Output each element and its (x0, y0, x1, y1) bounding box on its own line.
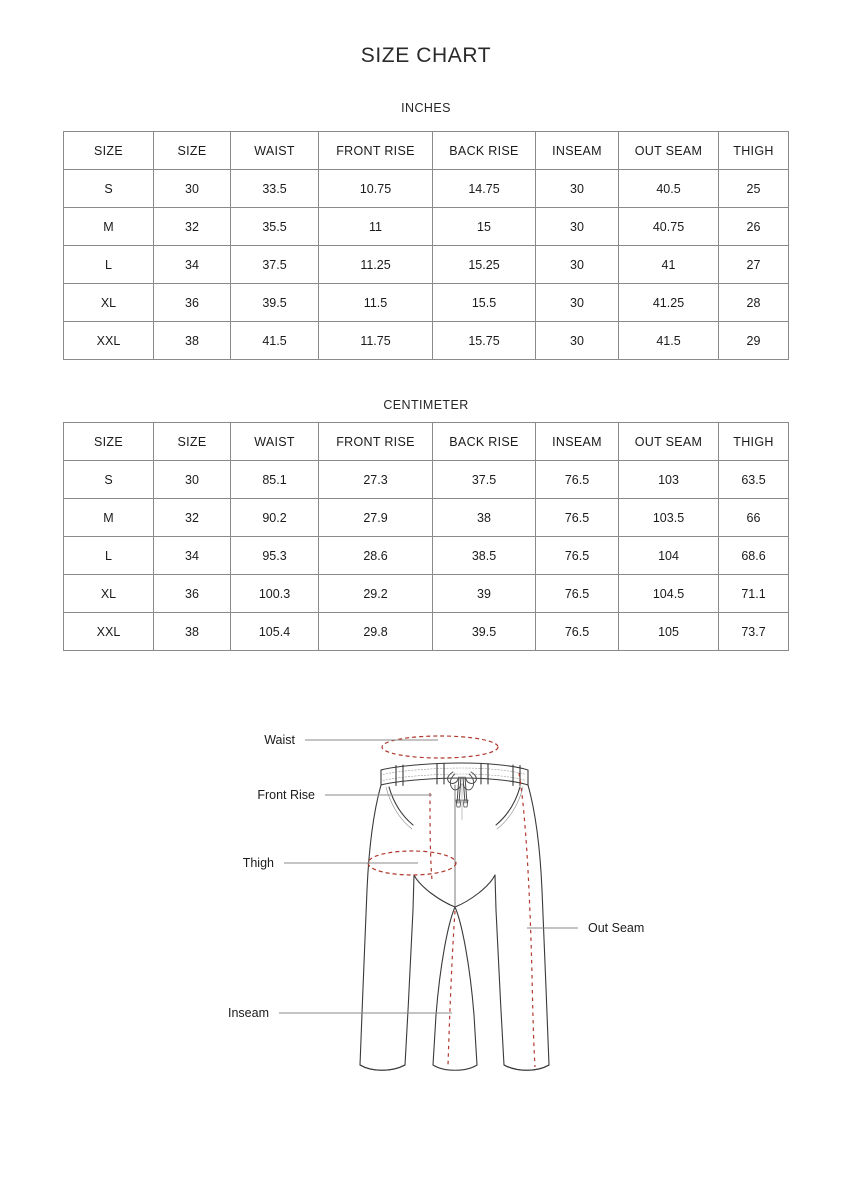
cell-waist: 105.4 (231, 613, 319, 651)
cell-size-number: 30 (154, 461, 231, 499)
column-header-size-number: SIZE (154, 132, 231, 170)
cell-out-seam: 41.25 (619, 284, 719, 322)
waistband-stitch-top (383, 768, 526, 775)
cell-size-number: 32 (154, 208, 231, 246)
measurement-indicators (368, 736, 535, 1067)
cell-size-letter: M (64, 499, 154, 537)
cell-front-rise: 27.9 (319, 499, 433, 537)
cell-front-rise: 11.5 (319, 284, 433, 322)
cell-size-letter: S (64, 461, 154, 499)
cell-inseam: 30 (536, 284, 619, 322)
hem-left (360, 1065, 405, 1070)
cell-waist: 95.3 (231, 537, 319, 575)
size-table-centimeter (63, 422, 789, 651)
column-header-out-seam: OUT SEAM (619, 132, 719, 170)
pocket-stitch-left (386, 787, 412, 829)
table-row (64, 613, 789, 651)
cell-waist: 41.5 (231, 322, 319, 360)
inseam-right-edge (455, 875, 495, 1065)
cell-front-rise: 11.75 (319, 322, 433, 360)
cell-out-seam: 105 (619, 613, 719, 651)
cell-out-seam: 40.75 (619, 208, 719, 246)
cell-front-rise: 28.6 (319, 537, 433, 575)
table-row (64, 537, 789, 575)
cell-size-number: 34 (154, 246, 231, 284)
cell-thigh: 27 (719, 246, 789, 284)
cell-size-letter: L (64, 537, 154, 575)
table-row (64, 575, 789, 613)
cell-waist: 85.1 (231, 461, 319, 499)
cell-out-seam: 103 (619, 461, 719, 499)
cell-back-rise: 15.25 (433, 246, 536, 284)
table-row (64, 170, 789, 208)
column-header-inseam: INSEAM (536, 423, 619, 461)
hem-right (504, 1065, 549, 1070)
cell-waist: 39.5 (231, 284, 319, 322)
cell-back-rise: 15.5 (433, 284, 536, 322)
cell-back-rise: 15.75 (433, 322, 536, 360)
cell-size-letter: XL (64, 284, 154, 322)
belt-loop-center-right (481, 763, 488, 784)
cell-back-rise: 38.5 (433, 537, 536, 575)
table-row (64, 246, 789, 284)
cell-thigh: 68.6 (719, 537, 789, 575)
cell-thigh: 26 (719, 208, 789, 246)
column-header-front-rise: FRONT RISE (319, 423, 433, 461)
cell-inseam: 76.5 (536, 575, 619, 613)
label-waist: Waist (264, 733, 295, 747)
column-header-thigh: THIGH (719, 423, 789, 461)
column-header-out-seam: OUT SEAM (619, 423, 719, 461)
page-title: SIZE CHART (360, 44, 492, 67)
cell-back-rise: 37.5 (433, 461, 536, 499)
pocket-opening-left (389, 787, 413, 825)
cell-size-number: 36 (154, 284, 231, 322)
column-header-front-rise: FRONT RISE (319, 132, 433, 170)
cell-inseam: 76.5 (536, 461, 619, 499)
cell-back-rise: 14.75 (433, 170, 536, 208)
cell-size-letter: XL (64, 575, 154, 613)
cell-size-number: 38 (154, 613, 231, 651)
cell-waist: 37.5 (231, 246, 319, 284)
table-row (64, 499, 789, 537)
cell-front-rise: 11.25 (319, 246, 433, 284)
cell-back-rise: 39 (433, 575, 536, 613)
cell-size-letter: S (64, 170, 154, 208)
cell-size-number: 30 (154, 170, 231, 208)
cell-inseam: 76.5 (536, 613, 619, 651)
cell-out-seam: 104 (619, 537, 719, 575)
cell-size-letter: XXL (64, 322, 154, 360)
cell-front-rise: 27.3 (319, 461, 433, 499)
cell-inseam: 76.5 (536, 499, 619, 537)
cell-size-letter: L (64, 246, 154, 284)
cell-front-rise: 11 (319, 208, 433, 246)
measurement-diagram (0, 715, 852, 1115)
cell-front-rise: 10.75 (319, 170, 433, 208)
cell-waist: 33.5 (231, 170, 319, 208)
label-thigh: Thigh (242, 856, 274, 870)
cell-waist: 100.3 (231, 575, 319, 613)
column-header-back-rise: BACK RISE (433, 423, 536, 461)
cell-thigh: 63.5 (719, 461, 789, 499)
cell-size-letter: M (64, 208, 154, 246)
cell-inseam: 30 (536, 322, 619, 360)
leader-lines (279, 740, 578, 1013)
trousers-illustration (360, 763, 549, 1070)
column-header-back-rise: BACK RISE (433, 132, 536, 170)
column-header-size-letter: SIZE (64, 132, 154, 170)
cell-inseam: 30 (536, 208, 619, 246)
centimeter-section-caption: CENTIMETER (383, 398, 469, 412)
table-row (64, 208, 789, 246)
cell-out-seam: 104.5 (619, 575, 719, 613)
table-row (64, 461, 789, 499)
cell-back-rise: 15 (433, 208, 536, 246)
label-out-seam: Out Seam (588, 921, 645, 935)
cell-front-rise: 29.2 (319, 575, 433, 613)
label-front-rise: Front Rise (257, 788, 315, 802)
cell-thigh: 29 (719, 322, 789, 360)
belt-loop-center-left (437, 763, 444, 784)
column-header-waist: WAIST (231, 132, 319, 170)
waist-measure-ellipse (382, 736, 498, 758)
pocket-opening-right (496, 787, 520, 825)
cell-thigh: 66 (719, 499, 789, 537)
cell-size-number: 38 (154, 322, 231, 360)
column-header-thigh: THIGH (719, 132, 789, 170)
label-inseam: Inseam (228, 1006, 269, 1020)
inseam-left-edge (414, 875, 455, 1065)
column-header-inseam: INSEAM (536, 132, 619, 170)
table-row (64, 284, 789, 322)
cell-waist: 90.2 (231, 499, 319, 537)
column-header-waist: WAIST (231, 423, 319, 461)
cell-front-rise: 29.8 (319, 613, 433, 651)
cell-size-number: 34 (154, 537, 231, 575)
cell-inseam: 30 (536, 170, 619, 208)
left-leg-outline (360, 785, 414, 1070)
cell-thigh: 71.1 (719, 575, 789, 613)
cell-size-number: 32 (154, 499, 231, 537)
cell-out-seam: 103.5 (619, 499, 719, 537)
size-table-inches (63, 131, 789, 360)
cell-waist: 35.5 (231, 208, 319, 246)
cell-inseam: 30 (536, 246, 619, 284)
cell-thigh: 25 (719, 170, 789, 208)
inseam-measure-line (448, 911, 455, 1065)
cell-size-number: 36 (154, 575, 231, 613)
cell-back-rise: 38 (433, 499, 536, 537)
cell-inseam: 76.5 (536, 537, 619, 575)
cell-out-seam: 41 (619, 246, 719, 284)
table-header-row (64, 132, 789, 170)
hem-inner-left (433, 1065, 477, 1070)
column-header-size-letter: SIZE (64, 423, 154, 461)
out-seam-measure-line (519, 773, 535, 1067)
inches-section-caption: INCHES (401, 101, 451, 115)
cell-out-seam: 40.5 (619, 170, 719, 208)
pocket-stitch-right (497, 787, 523, 829)
cell-back-rise: 39.5 (433, 613, 536, 651)
column-header-size-number: SIZE (154, 423, 231, 461)
table-header-row (64, 423, 789, 461)
cell-thigh: 28 (719, 284, 789, 322)
cell-size-letter: XXL (64, 613, 154, 651)
front-rise-measure-line (430, 793, 432, 880)
cell-thigh: 73.7 (719, 613, 789, 651)
cell-out-seam: 41.5 (619, 322, 719, 360)
table-row (64, 322, 789, 360)
